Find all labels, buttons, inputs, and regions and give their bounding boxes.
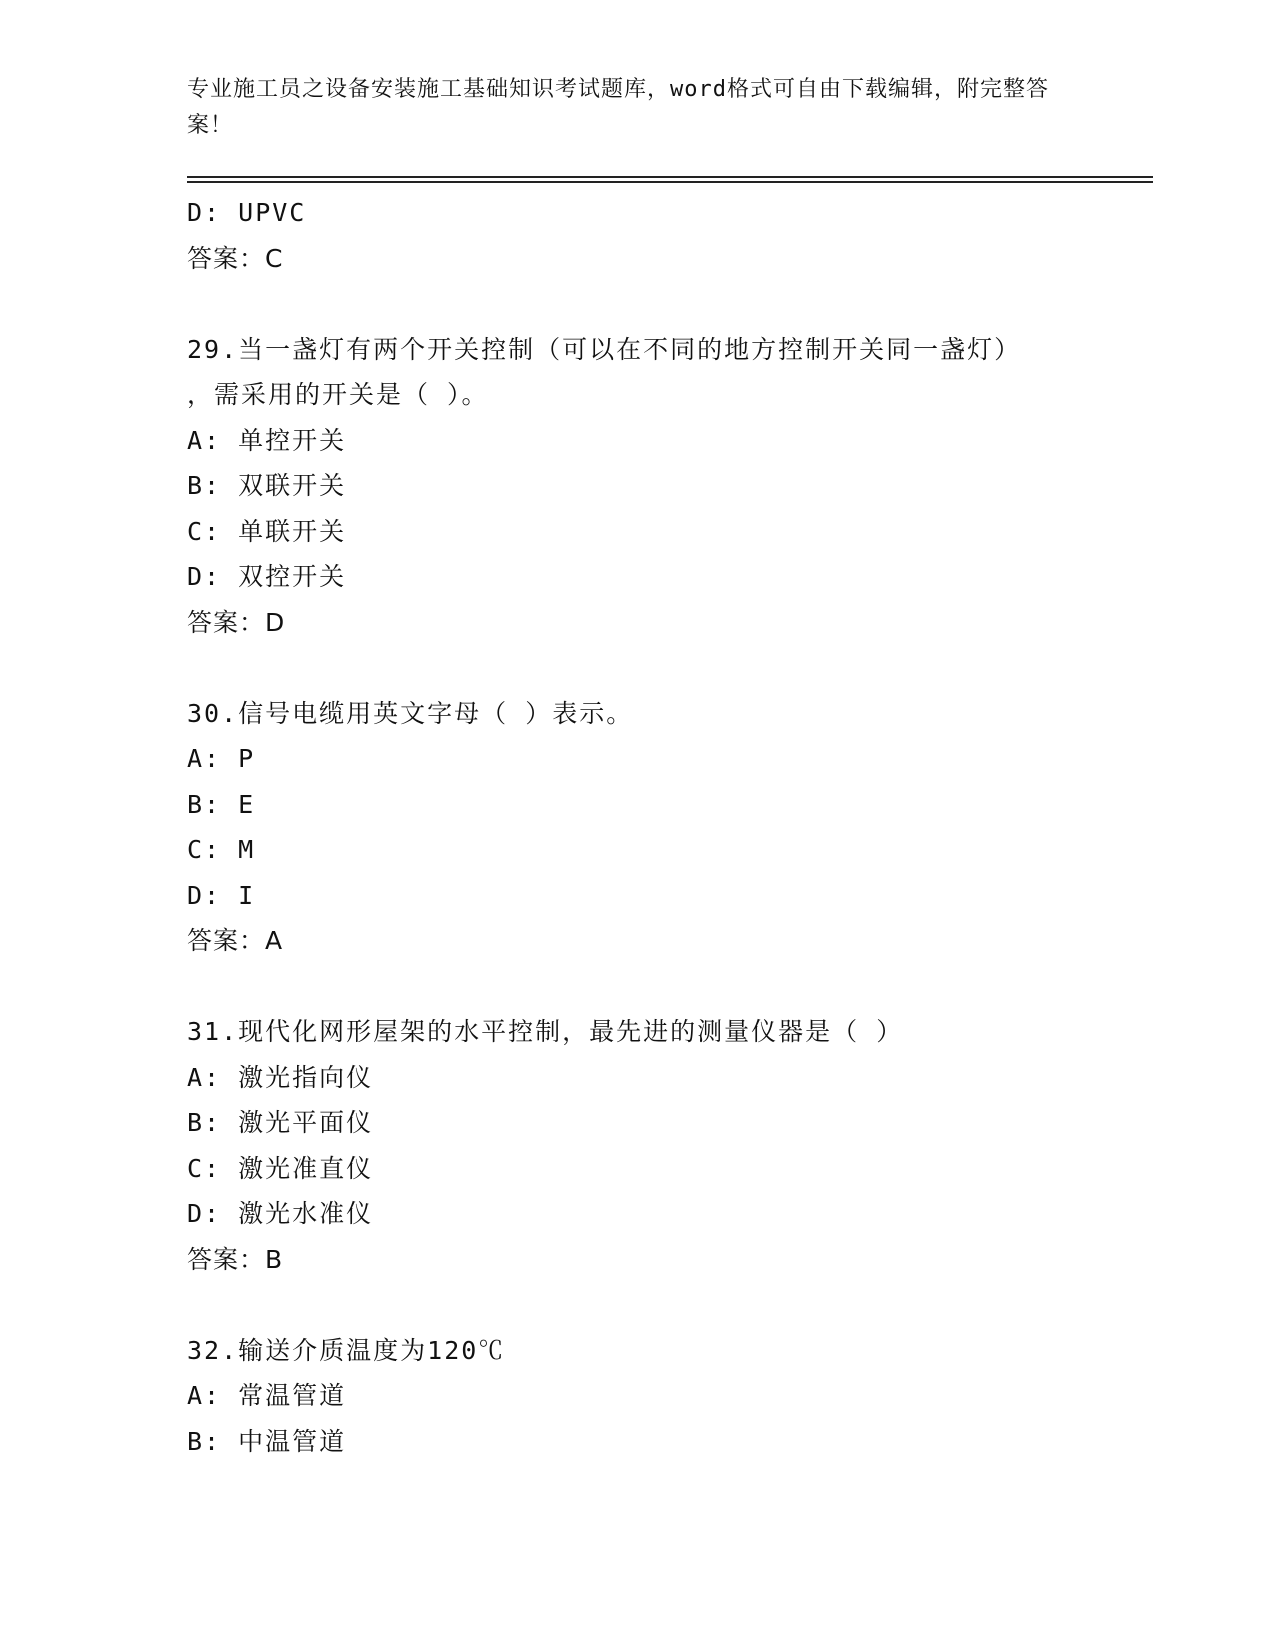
question-31-option-b: B: 激光平面仪 (187, 1108, 374, 1137)
question-30-answer: 答案：A (187, 926, 284, 955)
question-31-answer: 答案：B (187, 1244, 284, 1274)
question-29-option-c: C: 单联开关 (187, 516, 347, 546)
question-32-option-b: B: 中温管道 (187, 1426, 347, 1456)
question-30-option-a: A: P (187, 744, 256, 773)
question-29-option-d: D: 双控开关 (187, 562, 347, 591)
question-spacer (187, 1282, 1153, 1328)
question-29-stem: 29.当一盏灯有两个开关控制（可以在不同的地方控制开关同一盏灯） (187, 334, 1022, 364)
question-spacer (187, 645, 1153, 691)
question-31-stem: 31.现代化网形屋架的水平控制，最先进的测量仪器是（ ） (187, 1017, 904, 1046)
header-divider-bottom (187, 181, 1153, 183)
question-30-option-d: D: I (187, 880, 256, 910)
question-29-option-b: B: 双联开关 (187, 471, 347, 500)
question-30-option-b: B: E (187, 789, 256, 819)
question-28-answer: 答案：C (187, 243, 284, 273)
question-spacer (187, 281, 1153, 327)
question-28-option-d: D: UPVC (187, 198, 307, 227)
question-31-option-a: A: 激光指向仪 (187, 1062, 374, 1092)
question-31-option-d: D: 激光水准仪 (187, 1199, 374, 1228)
question-29-option-a: A: 单控开关 (187, 425, 347, 455)
question-list (187, 190, 1153, 1464)
question-30-option-c: C: M (187, 835, 256, 864)
question-29-stem-continued: ，需采用的开关是（ ）。 (187, 380, 489, 409)
question-32-stem: 32.输送介质温度为120℃ (187, 1335, 506, 1365)
question-30-stem: 30.信号电缆用英文字母（ ）表示。 (187, 698, 634, 728)
question-32-option-a: A: 常温管道 (187, 1381, 347, 1410)
document-header: 专业施工员之设备安装施工基础知识考试题库，word格式可自由下载编辑，附完整答案！ (187, 77, 1049, 138)
question-spacer (187, 964, 1153, 1010)
question-31-option-c: C: 激光准直仪 (187, 1153, 374, 1183)
question-29-answer: 答案：D (187, 607, 286, 637)
header-divider-top (187, 176, 1153, 178)
